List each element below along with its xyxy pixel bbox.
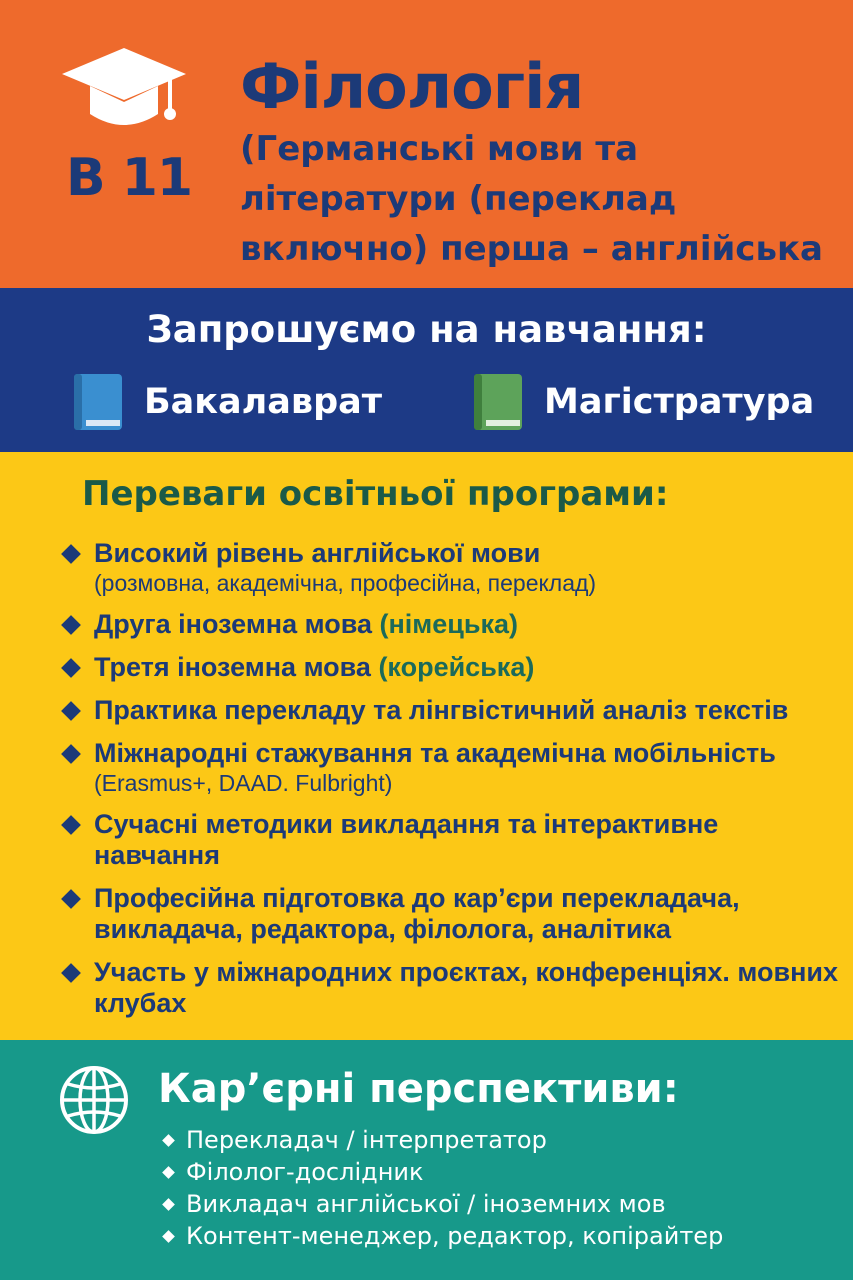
- advantage-accent: (корейська): [378, 652, 535, 682]
- diamond-bullet-icon: [61, 658, 81, 678]
- diamond-bullet-icon: [61, 701, 81, 721]
- diamond-bullet-icon: [61, 744, 81, 764]
- diamond-bullet-icon: [61, 963, 81, 983]
- green-book-icon: [472, 372, 524, 432]
- advantage-text: Третя іноземна мова: [94, 652, 379, 682]
- advantage-item: [60, 695, 850, 726]
- career-item: [162, 1220, 842, 1252]
- career-item: [162, 1124, 842, 1156]
- diamond-bullet-icon: [162, 1198, 175, 1211]
- diamond-bullet-icon: [61, 815, 81, 835]
- advantage-item: [60, 883, 850, 945]
- advantage-text: Міжнародні стажування та академічна мобільність: [94, 738, 776, 768]
- careers-list: [162, 1124, 842, 1252]
- advantage-text: Участь у міжнародних проєктах, конференціях. мовних клубах: [94, 957, 839, 1018]
- advantage-item: [60, 538, 850, 597]
- careers-title: Кар’єрні перспективи:: [158, 1066, 679, 1112]
- career-text: Викладач англійської / іноземних мов: [186, 1190, 666, 1218]
- advantage-item: [60, 957, 850, 1019]
- advantage-accent: (німецька): [379, 609, 519, 639]
- advantages-list: [60, 538, 850, 1031]
- advantage-item: [60, 609, 850, 640]
- advantage-note: (Erasmus+, DAAD. Fulbright): [94, 770, 393, 796]
- degree-master-label: Магістратура: [544, 382, 815, 422]
- advantage-text: Професійна підготовка до кар’єри перекладача, викладача, редактора, філолога, аналітика: [94, 883, 740, 944]
- advantage-text: Друга іноземна мова: [94, 609, 380, 639]
- invite-section: [0, 288, 853, 452]
- advantage-text: Практика перекладу та лінгвістичний аналіз текстів: [94, 695, 789, 725]
- degree-bachelor: [72, 372, 382, 432]
- advantage-item: [60, 652, 850, 683]
- diamond-bullet-icon: [61, 544, 81, 564]
- advantage-text: Сучасні методики викладання та інтерактивне навчання: [94, 809, 719, 870]
- diamond-bullet-icon: [162, 1166, 175, 1179]
- advantage-text-line: [94, 652, 850, 683]
- diamond-bullet-icon: [61, 889, 81, 909]
- diamond-bullet-icon: [162, 1230, 175, 1243]
- advantage-note: (розмовна, академічна, професійна, переклад): [94, 570, 597, 596]
- program-code: В 11: [66, 148, 193, 208]
- degree-master: [472, 372, 814, 432]
- advantage-text-line: [94, 609, 850, 640]
- diamond-bullet-icon: [162, 1134, 175, 1147]
- career-text: Перекладач / інтерпретатор: [186, 1126, 547, 1154]
- advantage-item: [60, 738, 850, 797]
- header-section: [0, 0, 853, 288]
- advantage-item: [60, 809, 850, 871]
- diamond-bullet-icon: [61, 615, 81, 635]
- invite-title: Запрошуємо на навчання:: [146, 308, 707, 351]
- degree-bachelor-label: Бакалаврат: [144, 382, 383, 422]
- careers-section: [0, 1040, 853, 1280]
- career-item: [162, 1156, 842, 1188]
- blue-book-icon: [72, 372, 124, 432]
- career-item: [162, 1188, 842, 1220]
- graduation-cap-icon: [60, 44, 188, 134]
- career-text: Філолог-дослідник: [186, 1158, 424, 1186]
- globe-icon: [58, 1064, 130, 1136]
- program-title: Філологія: [240, 50, 584, 123]
- advantages-section: [0, 452, 853, 1040]
- advantages-title: Переваги освітньої програми:: [82, 474, 669, 514]
- career-text: Контент-менеджер, редактор, копірайтер: [186, 1222, 724, 1250]
- program-subtitle: (Германські мови та літератури (переклад включно) перша – англійська: [240, 129, 823, 269]
- advantage-text: Високий рівень англійської мови: [94, 538, 541, 568]
